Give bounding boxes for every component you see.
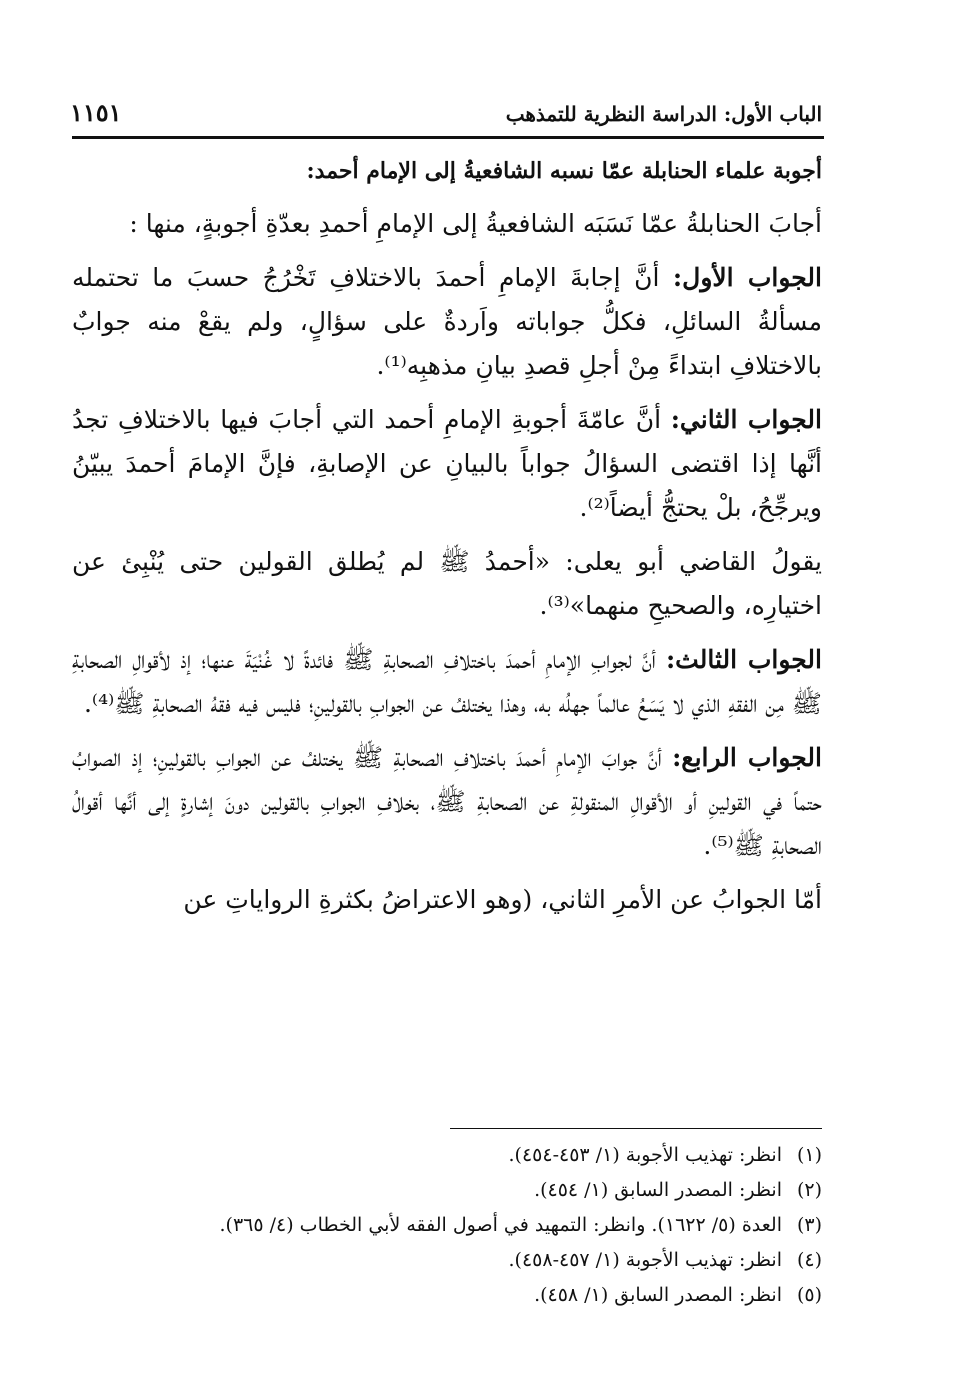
- paragraph-text: أنَّ إجابةَ الإمامِ أحمدَ بالاختلافِ تَخْرُجُ حسبَ ما تحتمله مسألةُ السائلِ، فكلُّ جواباته واَردةٌ على سؤالٍ، ولم يقعْ منه جوابٌ بالاختلافِ ابتداءً مِنْ أجلِ قصدِ بيانِ مذهبِه⁽¹⁾.: [72, 263, 822, 380]
- paragraph-text: أنَّ لجوابِ الإمامِ أحمدَ باختلافِ الصحابةِ ﷺ فائدةً لا غُنْيَةَ عنها؛ إذ لأقوالِ الصحابةِ ﷺ مِن الفقهِ الذي لا يَسَعُ عالماً جهلُه به، وهذا يختلفُ عن الجوابِ بالقولينِ؛ فليس فيه فقهُ الصحابةِ ﷺ⁽⁴⁾.: [72, 645, 822, 718]
- footnote-1: [150, 1138, 822, 1173]
- footnote-text: انظر: المصدر السابق (١/ ٤٥٤).: [534, 1179, 782, 1201]
- footnote-text: انظر: تهذيب الأجوبة (١/ ٤٥٧-٤٥٨).: [508, 1249, 782, 1271]
- footnote-number: (٢): [796, 1179, 822, 1201]
- footnote-number: (١): [796, 1144, 822, 1166]
- footnote-5: [150, 1278, 822, 1313]
- footnote-text: انظر: المصدر السابق (١/ ٤٥٨).: [534, 1284, 782, 1306]
- footnotes: [150, 1138, 822, 1313]
- footnote-number: (٣): [796, 1214, 822, 1236]
- paragraph-continuation: [72, 878, 822, 922]
- answer-label: الجواب الأول:: [672, 263, 822, 292]
- answer-label: الجواب الثاني:: [670, 405, 822, 434]
- footnote-text: انظر: تهذيب الأجوبة (١/ ٤٥٣-٤٥٤).: [508, 1144, 782, 1166]
- chapter-title: الباب الأول: الدراسة النظرية للتمذهب: [505, 102, 822, 126]
- paragraph-answer-2: [72, 398, 822, 530]
- footnote-number: (٥): [796, 1284, 822, 1306]
- running-header: [70, 96, 822, 136]
- main-text: [72, 150, 822, 932]
- answer-label: الجواب الرابع:: [672, 743, 822, 772]
- footnote-number: (٤): [796, 1249, 822, 1271]
- footnote-4: [150, 1243, 822, 1278]
- paragraph-intro: [72, 202, 822, 246]
- paragraph-text: أمّا الجوابُ عن الأمرِ الثاني، (وهو الاعتراضُ بكثرةِ الرواياتِ عن: [183, 885, 822, 914]
- paragraph-text: أجابَ الحنابلةُ عمّا نَسَبَه الشافعيةُ إلى الإمامِ أحمدِ بعدّةِ أجوبةٍ، منها :: [129, 209, 822, 238]
- paragraph-text: أنَّ جوابَ الإمامِ أحمدَ باختلافِ الصحابةِ ﷺ يختلفُ عن الجوابِ بالقولينِ؛ إذ الصوابُ حتماً في القولينِ أو الأقوالِ المنقولةِ عن الصحابةِ ﷺ، بخلافِ الجوابِ بالقولين دونَ إشارةٍ إلى أنَّها أقوالُ الصحابةِ ﷺ⁽⁵⁾.: [72, 743, 822, 860]
- paragraph-answer-3: [72, 638, 822, 726]
- footnote-3: [150, 1208, 822, 1243]
- paragraph-quote: [72, 540, 822, 628]
- page-number: ١١٥١: [70, 98, 122, 127]
- footnote-2: [150, 1173, 822, 1208]
- footnote-text: العدة (٥/ ١٦٢٢). وانظر: التمهيد في أصول الفقه لأبي الخطاب (٤/ ٣٦٥).: [219, 1214, 782, 1236]
- answer-label: الجواب الثالث:: [665, 645, 822, 674]
- footnote-divider: [450, 1128, 822, 1129]
- paragraph-text: يقولُ القاضي أبو يعلى: «أحمدُ ﷺ لم يُطلق القولين حتى يُنْبِئ عن اختيارِه، والصحيحِ منهما»⁽³⁾.: [72, 547, 822, 620]
- paragraph-answer-1: [72, 256, 822, 388]
- header-divider: [72, 136, 824, 139]
- section-heading: أجوبة علماء الحنابلة عمّا نسبه الشافعيةُ إلى الإمام أحمد:: [306, 158, 822, 184]
- paragraph-answer-4: [72, 736, 822, 868]
- paragraph-text: أنَّ عامّةَ أجوبةِ الإمامِ أحمد التي أجابَ فيها بالاختلافِ تجدُ أنَّها إذا اقتضى السؤالُ جواباً بالبيانِ عن الإصابةِ، فإنَّ الإمامَ أحمدَ يبيّنُ ويرجِّحُ، بلْ يحتجُّ أيضاً⁽²⁾.: [72, 405, 822, 522]
